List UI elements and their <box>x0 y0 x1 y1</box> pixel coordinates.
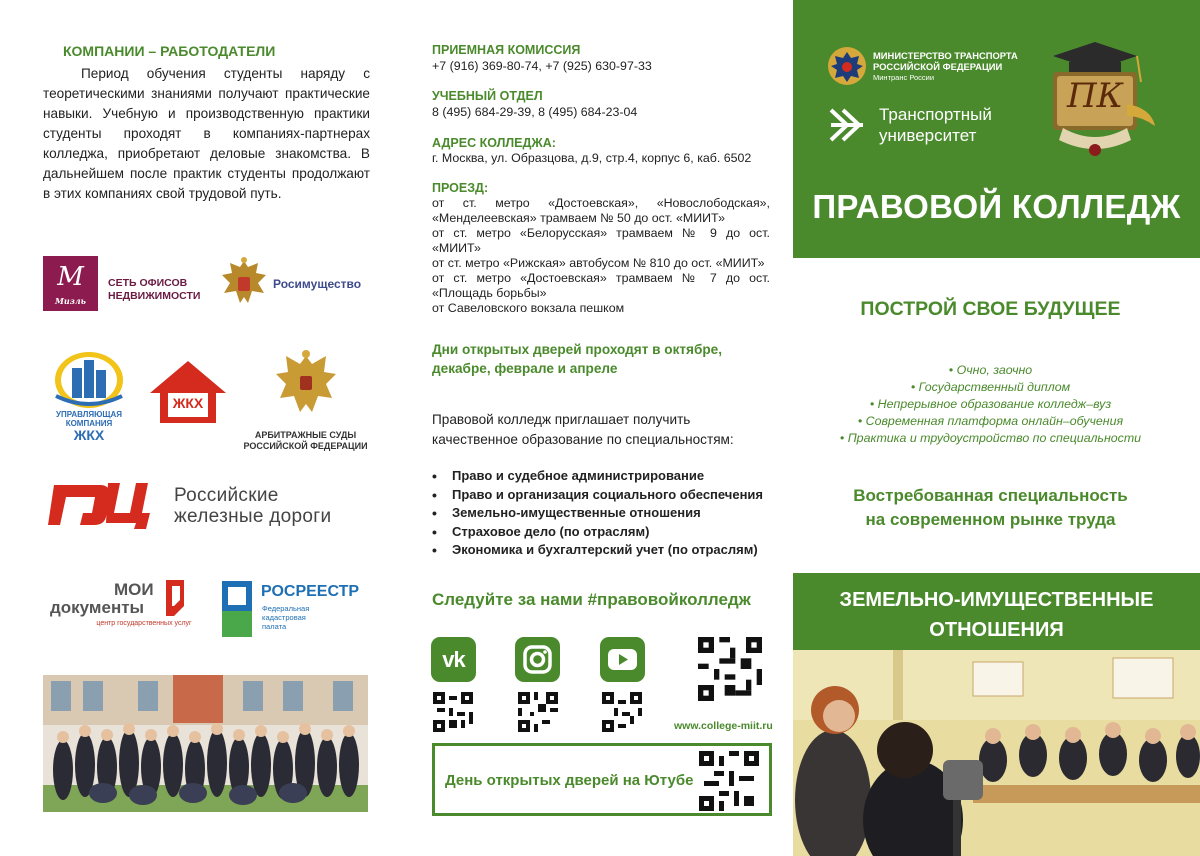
uk-zhkh-logo <box>50 346 128 442</box>
address-title: АДРЕС КОЛЛЕДЖА: <box>432 136 556 150</box>
website-link[interactable]: www.college-miit.ru <box>674 720 773 732</box>
vk-qr-code[interactable] <box>433 692 473 732</box>
college-crest-letters: ПК <box>1067 76 1123 116</box>
rosreestr-subtitle: Федеральная кадастровая палата <box>262 604 310 631</box>
rosimushchestvo-logo <box>218 255 368 311</box>
employers-panel <box>0 0 400 856</box>
moi-subtitle: центр государственных услуг <box>96 620 192 627</box>
moi-dokumenty-logo <box>48 576 198 638</box>
cover-header <box>793 0 1200 258</box>
feature-item: • Современная платформа онлайн–обучения <box>857 414 1124 428</box>
youtube-open-day-text: День открытых дверей на Ютубе <box>445 772 694 789</box>
classroom-photo <box>793 650 1200 856</box>
moi-text: МОИ <box>114 580 154 599</box>
edu-office-phones: 8 (495) 684-29-39, 8 (495) 684-23-04 <box>432 105 638 119</box>
double-eagle-icon <box>238 346 373 426</box>
ministry-title: МИНИСТЕРСТВО ТРАНСПОРТА РОССИЙСКОЙ ФЕДЕРАЦИИ Минтранс России <box>873 50 1018 82</box>
specialty-item: • Право и организация социального обеспечения <box>432 486 782 505</box>
features-list <box>793 362 1188 447</box>
specialties-list <box>432 467 782 560</box>
dokumenty-text: документы <box>50 598 145 617</box>
rosreestr-text: РОСРЕЕСТР <box>261 583 360 600</box>
zhkh-logo <box>146 357 231 427</box>
mizl-mark: М Мизль <box>43 256 98 311</box>
invite-text: Правовой колледж приглашает получить качественное образование по специальностям: <box>432 412 734 447</box>
college-title: ПРАВОВОЙ КОЛЛЕДЖ <box>812 188 1181 225</box>
mizl-logo <box>43 256 203 312</box>
rzd-mark-icon <box>46 477 166 533</box>
specialty-item: • Страховое дело (по отраслям) <box>432 523 782 542</box>
youtube-link[interactable] <box>600 637 645 682</box>
feature-item: • Государственный диплом <box>910 380 1071 394</box>
vk-link[interactable] <box>431 637 476 682</box>
rosimushchestvo-text: Росимущество <box>273 277 362 291</box>
open-days-text: Дни открытых дверей проходят в октябре, декабре, феврале и апреле <box>432 342 723 376</box>
zhkh-text: ЖКХ <box>172 395 204 411</box>
feature-item: • Очно, заочно <box>948 363 1033 377</box>
rosreestr-mark-icon <box>218 577 258 641</box>
employers-text: Период обучения студенты наряду с теоретическими знаниями получают практические навыки. Учебную и производственную практики студенты проходят в компаниях-партнерах колледжа, приобретают деловые знакомства. В дальнейшем после практик студенты продолжают в этих компаниях свой трудовой путь. <box>43 66 370 201</box>
uk-zhkh-text: УПРАВЛЯЮЩАЯ КОМПАНИЯ ЖКХ <box>55 410 122 443</box>
contacts-panel <box>400 0 793 856</box>
arbitration-courts-logo <box>238 346 373 451</box>
transport-university-mark-icon <box>827 106 867 144</box>
feature-item: • Практика и трудоустройство по специальности <box>839 431 1142 445</box>
instagram-icon <box>515 637 560 682</box>
specialty-banner-line: ЗЕМЕЛЬНО-ИМУЩЕСТВЕННЫЕ <box>839 589 1154 611</box>
slogan-text: ПОСТРОЙ СВОЕ БУДУЩЕЕ <box>860 298 1121 320</box>
route-title: ПРОЕЗД: <box>432 181 489 195</box>
youtube-open-day-box[interactable] <box>432 743 772 816</box>
route-item: от ст. метро «Достоевская» трамваем № 7 до ост. «Площадь борьбы» <box>432 271 770 300</box>
instagram-link[interactable] <box>515 637 560 682</box>
rzd-text: Российские железные дороги <box>174 485 332 527</box>
ministry-emblem-icon <box>827 44 867 88</box>
house-icon <box>146 357 231 427</box>
route-item: от ст. метро «Рижская» автобусом № 810 до ост. «МИИТ» <box>432 256 765 270</box>
route-item: от ст. метро «Достоевская», «Новослободская», «Менделеевская» трамваем № 50 до ост. «МИИТ» <box>432 196 770 225</box>
address-text: г. Москва, ул. Образцова, д.9, стр.4, корпус 6, каб. 6502 <box>432 151 752 165</box>
buildings-icon <box>50 346 128 410</box>
transport-university-title: Транспортный университет <box>879 105 992 145</box>
route-item: от Савеловского вокзала пешком <box>432 301 625 315</box>
admission-phones: +7 (916) 369-80-74, +7 (925) 630-97-33 <box>432 59 652 73</box>
edu-office-title: УЧЕБНЫЙ ОТДЕЛ <box>432 89 543 103</box>
admission-title: ПРИЕМНАЯ КОМИССИЯ <box>432 43 581 57</box>
route-item: от ст. метро «Белорусская» трамваем № 9 до ост. «МИИТ» <box>432 226 770 255</box>
youtube-open-day-qr-code[interactable] <box>699 751 759 811</box>
rosreestr-logo <box>218 577 370 643</box>
instagram-qr-code[interactable] <box>518 692 558 732</box>
mizl-text: СЕТЬ ОФИСОВ НЕДВИЖИМОСТИ <box>108 277 201 302</box>
rzd-logo <box>46 477 371 537</box>
eagle-emblem-icon <box>218 255 270 311</box>
arbitration-courts-text: АРБИТРАЖНЫЕ СУДЫ РОССИЙСКОЙ ФЕДЕРАЦИИ <box>243 430 368 451</box>
specialty-banner <box>793 573 1200 650</box>
specialty-item: • Экономика и бухгалтерский учет (по отраслям) <box>432 541 782 560</box>
youtube-qr-code[interactable] <box>602 692 642 732</box>
students-group-photo <box>43 675 368 812</box>
cover-panel <box>793 0 1200 856</box>
demand-text: Востребованная специальность на современном рынке труда <box>853 486 1128 529</box>
specialty-item: • Земельно-имущественные отношения <box>432 504 782 523</box>
specialty-item: • Право и судебное администрирование <box>432 467 782 486</box>
youtube-icon <box>600 637 645 682</box>
vk-icon: vk <box>442 647 465 672</box>
follow-us-text: Следуйте за нами #правовойколледж <box>432 590 751 609</box>
route-list <box>432 196 770 316</box>
website-qr-code[interactable] <box>698 637 762 701</box>
specialty-banner-line: ОТНОШЕНИЯ <box>929 619 1064 641</box>
moi-dokumenty-mark-icon <box>160 576 190 616</box>
feature-item: • Непрерывное образование колледж–вуз <box>869 397 1112 411</box>
employers-title: КОМПАНИИ – РАБОТОДАТЕЛИ <box>63 43 276 59</box>
